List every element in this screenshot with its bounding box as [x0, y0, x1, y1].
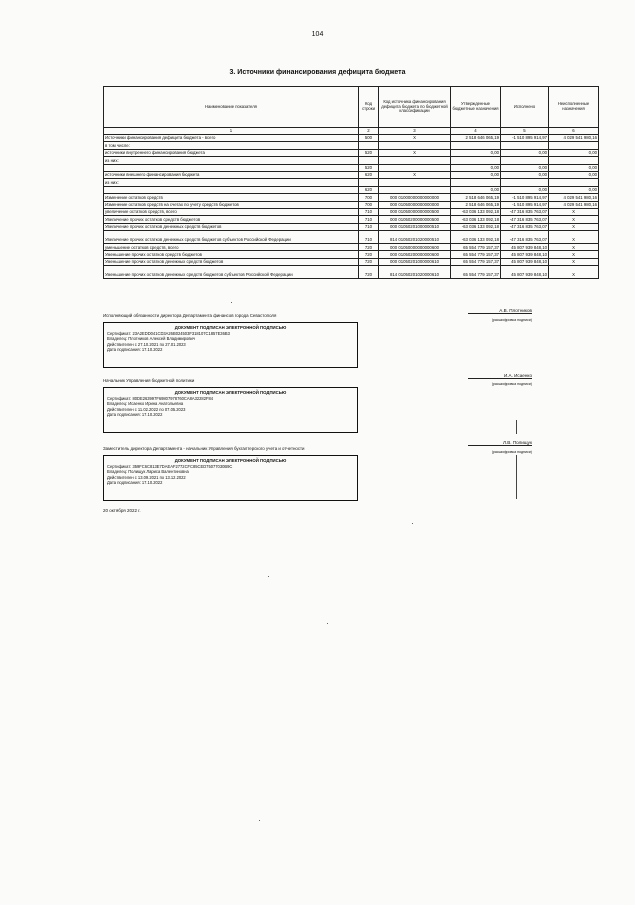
- table-row: [104, 157, 599, 164]
- stamp-validity: Действителен с 27.10.2021 по 27.01.2023: [107, 341, 186, 347]
- row-line-code: 500: [359, 135, 379, 142]
- e-signature-stamp: [103, 387, 358, 433]
- row-executed: 0,00: [501, 171, 549, 178]
- row-line-code: 720: [359, 258, 379, 265]
- header-unexecuted: Неисполненные назначения: [549, 87, 599, 128]
- scan-speck: [259, 820, 260, 821]
- row-line-code: 620: [359, 171, 379, 178]
- row-unexecuted: X: [549, 266, 599, 279]
- table-row: [104, 164, 599, 171]
- row-source-code: [379, 179, 451, 186]
- scan-speck: [268, 576, 269, 577]
- row-name: уменьшение остатков средств, всего: [104, 244, 359, 251]
- row-name: [104, 186, 359, 193]
- col-number: 3: [379, 128, 451, 135]
- table-body: [104, 135, 599, 279]
- stamp-owner: Владелец: Исаенко Ирина Анатольевна: [107, 401, 184, 407]
- row-unexecuted: X: [549, 258, 599, 265]
- stamp-signed-date: Дата подписания: 17.10.2022: [107, 412, 163, 418]
- column-number-row: [104, 128, 599, 135]
- scan-mark: [516, 455, 517, 499]
- row-name: Уменьшение прочих остатков денежных средств бюджетов: [104, 258, 359, 265]
- table-row: [104, 149, 599, 156]
- row-executed: [501, 142, 549, 149]
- stamp-owner: Владелец: Полищук Лариса Валентиновна: [107, 469, 189, 475]
- table-row: [104, 179, 599, 186]
- header-indicator-name: Наименование показателя: [104, 87, 359, 128]
- row-unexecuted: [549, 179, 599, 186]
- row-approved: 65 554 779 157,37: [451, 266, 501, 279]
- row-unexecuted: 4 029 541 980,16: [549, 194, 599, 201]
- signer-name: И.А. Исаенко: [468, 373, 532, 379]
- row-name: увеличение остатков средств, всего: [104, 208, 359, 215]
- row-approved: [451, 179, 501, 186]
- signature-hint: (расшифровка подписи): [491, 450, 532, 454]
- stamp-header: ДОКУМЕНТ ПОДПИСАН ЭЛЕКТРОННОЙ ПОДПИСЬЮ: [174, 390, 287, 395]
- row-name: Уменьшение прочих остатков денежных средств бюджетов субъектов Российской Федерации: [104, 266, 359, 279]
- row-unexecuted: X: [549, 216, 599, 223]
- row-executed: [501, 179, 549, 186]
- table-row: [104, 244, 599, 251]
- col-number: 2: [359, 128, 379, 135]
- row-source-code: [379, 142, 451, 149]
- signature-hint: (расшифровка подписи): [491, 382, 532, 386]
- row-approved: -63 036 133 092,18: [451, 231, 501, 244]
- row-line-code: 710: [359, 223, 379, 230]
- row-approved: 0,00: [451, 171, 501, 178]
- row-unexecuted: X: [549, 244, 599, 251]
- row-line-code: 720: [359, 266, 379, 279]
- row-line-code: 520: [359, 164, 379, 171]
- row-line-code: 720: [359, 244, 379, 251]
- stamp-certificate: Сертификат: 80DE263997F69807978760CA8A32282F84: [107, 395, 214, 401]
- signer-name: Л.В. Полищук: [468, 440, 532, 446]
- stamp-owner: Владелец: Плотников Алексей Владимирович: [107, 336, 195, 342]
- row-line-code: 710: [359, 216, 379, 223]
- table-row: [104, 231, 599, 244]
- row-executed: 0,00: [501, 149, 549, 156]
- row-line-code: 620: [359, 186, 379, 193]
- row-approved: 65 554 779 157,37: [451, 244, 501, 251]
- row-name: Изменение остатков средств: [104, 194, 359, 201]
- table-row: [104, 216, 599, 223]
- row-name: Источники финансирования дефицита бюджета - всего: [104, 135, 359, 142]
- row-unexecuted: X: [549, 223, 599, 230]
- row-line-code: 710: [359, 208, 379, 215]
- row-unexecuted: 4 029 541 980,16: [549, 135, 599, 142]
- row-unexecuted: [549, 157, 599, 164]
- row-source-code: X: [379, 149, 451, 156]
- row-unexecuted: 0,00: [549, 186, 599, 193]
- row-source-code: X: [379, 171, 451, 178]
- section-title: 3. Источники финансирования дефицита бюджета: [229, 69, 406, 76]
- row-approved: 2 518 646 065,19: [451, 194, 501, 201]
- row-name: источники внутреннего финансирования бюджета: [104, 149, 359, 156]
- row-source-code: X: [379, 135, 451, 142]
- row-approved: -63 036 133 092,18: [451, 208, 501, 215]
- row-unexecuted: 0,00: [549, 149, 599, 156]
- row-approved: 65 554 779 157,37: [451, 258, 501, 265]
- row-executed: -47 316 835 763,07: [501, 223, 549, 230]
- row-line-code: [359, 142, 379, 149]
- row-executed: [501, 157, 549, 164]
- signer-title: Начальник Управления бюджетной политики: [103, 378, 195, 383]
- row-executed: 45 807 939 848,10: [501, 244, 549, 251]
- row-line-code: [359, 179, 379, 186]
- row-line-code: 520: [359, 149, 379, 156]
- row-name: [104, 164, 359, 171]
- row-approved: -63 036 133 092,18: [451, 223, 501, 230]
- row-executed: 0,00: [501, 186, 549, 193]
- row-line-code: 700: [359, 201, 379, 208]
- row-approved: 0,00: [451, 186, 501, 193]
- signer-name: А.В. Плотников: [468, 308, 532, 314]
- table-row: [104, 194, 599, 201]
- row-name: Увеличение прочих остатков денежных средств бюджетов: [104, 223, 359, 230]
- table-row: [104, 171, 599, 178]
- row-name: Увеличение прочих остатков денежных средств бюджетов субъектов Российской Федерации: [104, 231, 359, 244]
- col-number: 6: [549, 128, 599, 135]
- row-approved: [451, 142, 501, 149]
- table-row: [104, 251, 599, 258]
- row-executed: -1 510 895 914,97: [501, 194, 549, 201]
- row-executed: -47 316 835 763,07: [501, 231, 549, 244]
- stamp-certificate: Сертификат: 359FC6C813E7DAEAF2772CFC85CED75077030B9C: [107, 463, 233, 469]
- row-name: из них:: [104, 157, 359, 164]
- row-source-code: 000 01050201000000510: [379, 223, 451, 230]
- stamp-signed-date: Дата подписания: 17.10.2022: [107, 480, 163, 486]
- col-number: 5: [501, 128, 549, 135]
- scan-speck: [231, 302, 232, 303]
- row-approved: 65 554 779 157,37: [451, 251, 501, 258]
- header-line-code: Код строки: [359, 87, 379, 128]
- row-approved: 0,00: [451, 149, 501, 156]
- table-row: [104, 223, 599, 230]
- row-executed: -47 316 835 763,07: [501, 216, 549, 223]
- scan-speck: [327, 623, 328, 624]
- row-approved: [451, 157, 501, 164]
- row-name: Изменение остатков средств на счетах по учету средств бюджетов: [104, 201, 359, 208]
- row-name: Уменьшение прочих остатков средств бюджетов: [104, 251, 359, 258]
- col-number: 1: [104, 128, 359, 135]
- col-number: 4: [451, 128, 501, 135]
- e-signature-stamp: [103, 322, 358, 368]
- header-source-code: Код источника финансирования дефицита бюджета по бюджетной классификации: [379, 87, 451, 128]
- row-unexecuted: 0,00: [549, 164, 599, 171]
- row-name: Увеличение прочих остатков средств бюджетов: [104, 216, 359, 223]
- signature-hint: (расшифровка подписи): [491, 318, 532, 322]
- row-approved: 0,00: [451, 164, 501, 171]
- signer-title: Заместитель директора Департамента - начальник Управления бухгалтерского учета и отчетности: [103, 446, 305, 451]
- stamp-certificate: Сертификат: 23A2EDD041CD3A26B024503F318107C1857E36B3: [107, 330, 230, 336]
- row-unexecuted: [549, 142, 599, 149]
- row-source-code: 000 01050200000000500: [379, 216, 451, 223]
- page-number: 104: [311, 31, 324, 38]
- row-source-code: 000 01050000000000500: [379, 208, 451, 215]
- row-approved: -63 036 133 092,18: [451, 216, 501, 223]
- table-row: [104, 142, 599, 149]
- row-executed: -1 510 895 914,97: [501, 135, 549, 142]
- row-unexecuted: X: [549, 231, 599, 244]
- table-row: [104, 201, 599, 208]
- row-source-code: 000 01050000000000000: [379, 201, 451, 208]
- row-executed: 45 807 939 848,10: [501, 251, 549, 258]
- row-source-code: 814 01050201020000610: [379, 266, 451, 279]
- deficit-sources-table: [103, 86, 599, 279]
- row-name: из них:: [104, 179, 359, 186]
- row-source-code: 000 01050000000000600: [379, 244, 451, 251]
- row-executed: -47 316 835 763,07: [501, 208, 549, 215]
- row-source-code: 000 01050200000000600: [379, 251, 451, 258]
- row-approved: 2 518 646 065,19: [451, 135, 501, 142]
- stamp-header: ДОКУМЕНТ ПОДПИСАН ЭЛЕКТРОННОЙ ПОДПИСЬЮ: [174, 458, 287, 463]
- row-executed: 45 807 939 848,10: [501, 258, 549, 265]
- stamp-validity: Действителен с 13.09.2021 по 13.12.2022: [107, 474, 186, 480]
- row-name: в том числе:: [104, 142, 359, 149]
- row-source-code: 000 01050201000000610: [379, 258, 451, 265]
- row-approved: 2 518 646 065,19: [451, 201, 501, 208]
- stamp-header: ДОКУМЕНТ ПОДПИСАН ЭЛЕКТРОННОЙ ПОДПИСЬЮ: [174, 325, 287, 330]
- row-line-code: [359, 157, 379, 164]
- header-executed: Исполнено: [501, 87, 549, 128]
- stamp-signed-date: Дата подписания: 17.10.2022: [107, 347, 163, 353]
- row-unexecuted: 0,00: [549, 171, 599, 178]
- scan-speck: [412, 523, 413, 524]
- scan-mark: [516, 420, 517, 434]
- table-row: [104, 266, 599, 279]
- row-unexecuted: 4 029 541 980,16: [549, 201, 599, 208]
- row-source-code: [379, 186, 451, 193]
- table-row: [104, 208, 599, 215]
- header-approved: Утвержденные бюджетные назначения: [451, 87, 501, 128]
- row-source-code: [379, 157, 451, 164]
- table-header-row: [104, 87, 599, 128]
- row-unexecuted: X: [549, 208, 599, 215]
- table-row: [104, 258, 599, 265]
- table-row: [104, 135, 599, 142]
- signer-title: Исполняющий обязанности директора Департамента финансов города Севастополя: [103, 313, 277, 318]
- row-line-code: 710: [359, 231, 379, 244]
- row-source-code: 814 01050201020000510: [379, 231, 451, 244]
- row-source-code: [379, 164, 451, 171]
- e-signature-stamp: [103, 455, 358, 501]
- row-executed: 45 807 939 848,10: [501, 266, 549, 279]
- report-date: 20 октября 2022 г.: [103, 508, 141, 513]
- row-name: источники внешнего финансирования бюджета: [104, 171, 359, 178]
- stamp-validity: Действителен с 11.02.2022 по 07.05.2023: [107, 406, 186, 412]
- row-executed: 0,00: [501, 164, 549, 171]
- row-executed: -1 510 895 914,97: [501, 201, 549, 208]
- row-line-code: 720: [359, 251, 379, 258]
- row-line-code: 700: [359, 194, 379, 201]
- row-unexecuted: X: [549, 251, 599, 258]
- table-row: [104, 186, 599, 193]
- row-source-code: 000 01000000000000000: [379, 194, 451, 201]
